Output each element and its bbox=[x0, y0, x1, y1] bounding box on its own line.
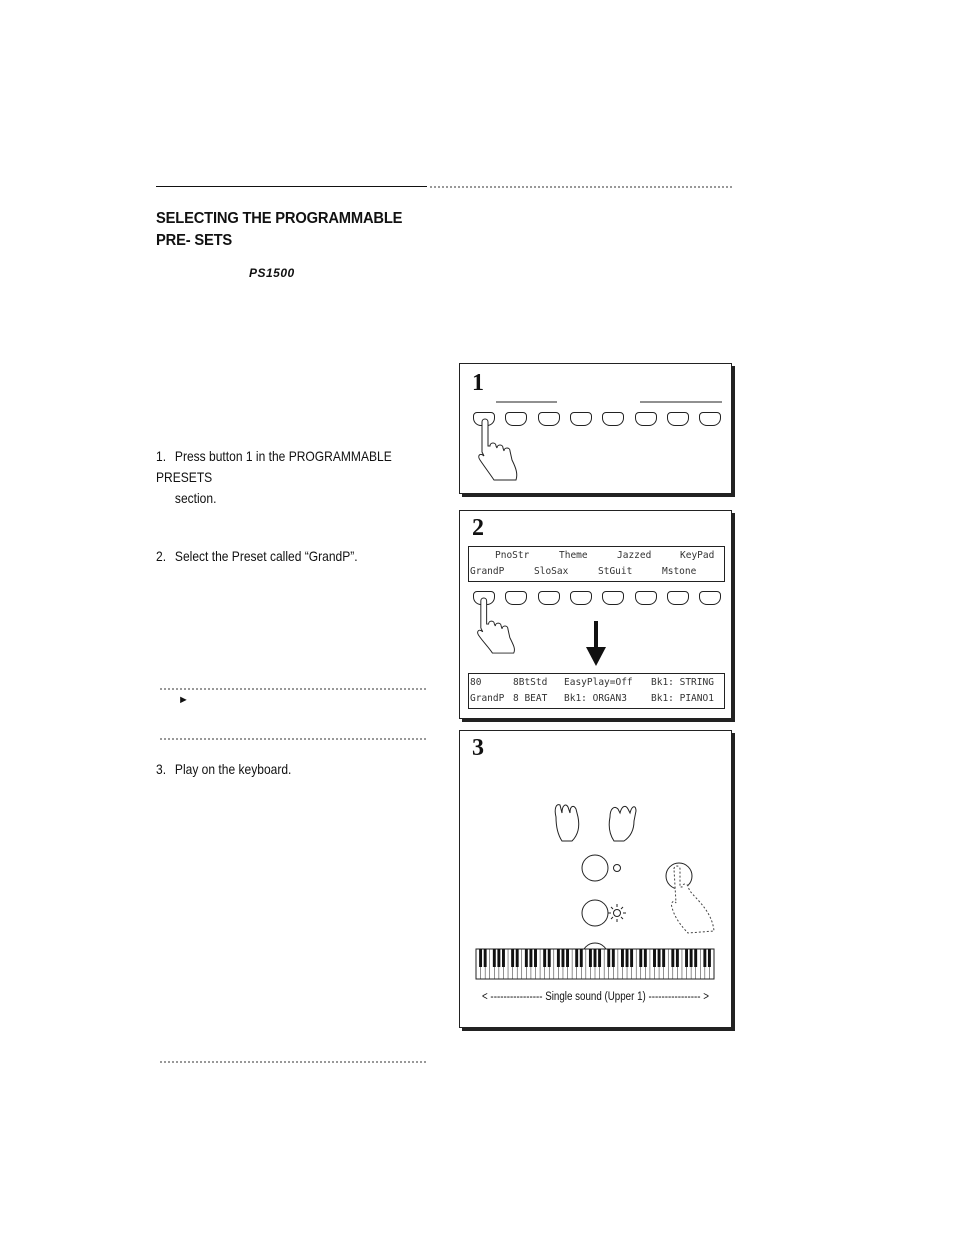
lcd-item: Bk1: STRING bbox=[651, 677, 714, 688]
black-key bbox=[493, 949, 496, 967]
step-number: 2. bbox=[156, 548, 167, 564]
lcd-item: Theme bbox=[559, 550, 588, 561]
black-key bbox=[543, 949, 546, 967]
footer-dotted-rule bbox=[160, 1061, 426, 1063]
panel-number: 1 bbox=[472, 370, 484, 396]
panel-2 bbox=[459, 510, 732, 719]
keyboard-illustration bbox=[460, 731, 731, 1027]
lcd-item: Bk1: PIANO1 bbox=[651, 693, 714, 704]
black-key bbox=[529, 949, 532, 967]
preset-button-5[interactable] bbox=[602, 412, 624, 426]
note-bullet-icon: ► bbox=[178, 694, 189, 706]
lcd-item: PnoStr bbox=[495, 550, 530, 561]
step-number: 1. bbox=[156, 448, 167, 464]
step-text-cont: section. bbox=[174, 490, 217, 506]
preset-button-8[interactable] bbox=[699, 591, 721, 605]
preset-button-8[interactable] bbox=[699, 412, 721, 426]
black-key bbox=[612, 949, 615, 967]
lcd-item: Mstone bbox=[662, 566, 697, 577]
black-key bbox=[653, 949, 656, 967]
down-arrow-icon bbox=[585, 621, 607, 667]
black-key bbox=[511, 949, 514, 967]
preset-button-6[interactable] bbox=[635, 412, 657, 426]
lcd-item: StGuit bbox=[598, 566, 633, 577]
model-label: PS1500 bbox=[249, 266, 295, 280]
black-key bbox=[575, 949, 578, 967]
step-2 bbox=[156, 546, 393, 567]
lcd-item: GrandP bbox=[470, 693, 505, 704]
hands-icon bbox=[555, 805, 636, 841]
black-key bbox=[694, 949, 697, 967]
black-key bbox=[589, 949, 592, 967]
note-bottom-rule bbox=[160, 738, 426, 740]
preset-button-4[interactable] bbox=[570, 412, 592, 426]
step-1 bbox=[156, 446, 393, 509]
step-number: 3. bbox=[156, 761, 167, 777]
panel-number: 3 bbox=[472, 735, 484, 761]
lcd-item: Bk1: ORGAN3 bbox=[564, 693, 627, 704]
panel-3 bbox=[459, 730, 732, 1028]
black-key bbox=[662, 949, 665, 967]
black-key bbox=[479, 949, 482, 967]
section-title: SELECTING THE PROGRAMMABLE PRE- SETS bbox=[156, 210, 403, 249]
preset-button-5[interactable] bbox=[602, 591, 624, 605]
black-key bbox=[598, 949, 601, 967]
black-key bbox=[502, 949, 505, 967]
black-key bbox=[676, 949, 679, 967]
black-key bbox=[580, 949, 583, 967]
pressing-hand-icon bbox=[671, 866, 714, 933]
black-key bbox=[658, 949, 661, 967]
preset-button-7[interactable] bbox=[667, 412, 689, 426]
black-key bbox=[708, 949, 711, 967]
panel-number: 2 bbox=[472, 515, 484, 541]
display-preset-info bbox=[468, 673, 725, 709]
black-key bbox=[607, 949, 610, 967]
preset-button-4[interactable] bbox=[570, 591, 592, 605]
black-key bbox=[690, 949, 693, 967]
display-preset-names bbox=[468, 546, 725, 582]
lcd-item: KeyPad bbox=[680, 550, 715, 561]
step-text: Press button 1 in the PROGRAMMABLE PRESETS bbox=[156, 448, 392, 485]
step-text: Play on the keyboard. bbox=[174, 761, 292, 777]
lcd-item: 80 bbox=[470, 677, 482, 688]
black-key bbox=[671, 949, 674, 967]
black-key bbox=[644, 949, 647, 967]
black-key bbox=[561, 949, 564, 967]
black-key bbox=[703, 949, 706, 967]
preset-button-6[interactable] bbox=[635, 591, 657, 605]
black-key bbox=[548, 949, 551, 967]
preset-button-3[interactable] bbox=[538, 591, 560, 605]
black-key bbox=[484, 949, 487, 967]
single-sound-caption: < ---------------- Single sound (Upper 1) ---------------- > bbox=[482, 991, 709, 1003]
lcd-item: SloSax bbox=[534, 566, 569, 577]
preset-button-7[interactable] bbox=[667, 591, 689, 605]
note-top-rule bbox=[160, 688, 426, 690]
black-key bbox=[516, 949, 519, 967]
panel-1 bbox=[459, 363, 732, 494]
black-key bbox=[685, 949, 688, 967]
black-key bbox=[594, 949, 597, 967]
black-key bbox=[630, 949, 633, 967]
header-dotted-rule bbox=[430, 186, 732, 188]
black-key bbox=[534, 949, 537, 967]
black-key bbox=[557, 949, 560, 967]
black-key bbox=[639, 949, 642, 967]
pointing-hand-icon bbox=[472, 416, 542, 484]
black-key bbox=[626, 949, 629, 967]
black-key bbox=[621, 949, 624, 967]
lcd-item: Jazzed bbox=[617, 550, 652, 561]
pointing-hand-icon bbox=[470, 597, 540, 655]
black-key bbox=[525, 949, 528, 967]
lcd-item: EasyPlay=Off bbox=[564, 677, 633, 688]
header-rule bbox=[156, 186, 427, 187]
lcd-item: 8BtStd bbox=[513, 677, 548, 688]
step-text: Select the Preset called “GrandP”. bbox=[174, 548, 358, 564]
step-3 bbox=[156, 759, 393, 780]
black-key bbox=[497, 949, 500, 967]
black-key bbox=[566, 949, 569, 967]
lcd-item: GrandP bbox=[470, 566, 505, 577]
lcd-item: 8 BEAT bbox=[513, 693, 548, 704]
